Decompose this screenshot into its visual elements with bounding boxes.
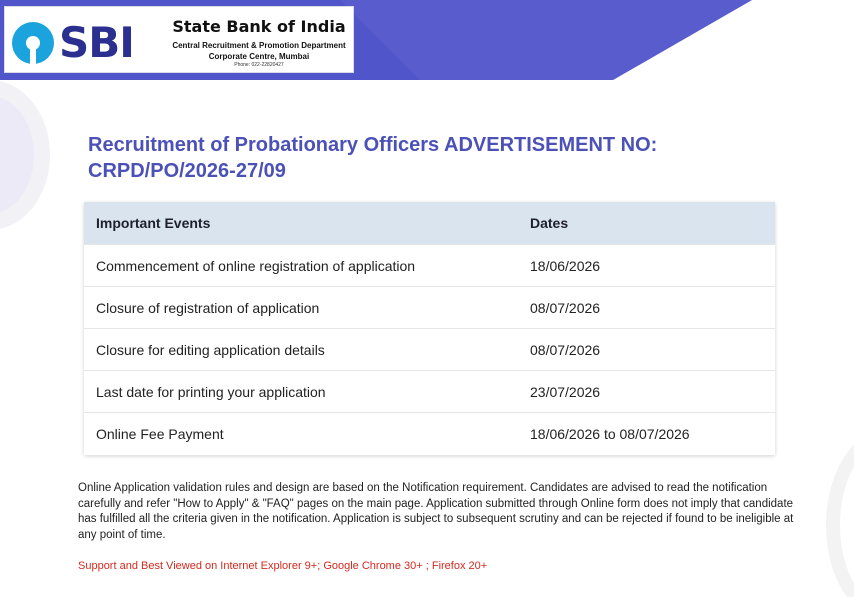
date-cell: 08/07/2026 <box>530 299 601 316</box>
table-header-row <box>84 202 775 245</box>
sbi-keyhole-logo-icon <box>11 21 55 65</box>
event-cell: Closure of registration of application <box>96 299 320 316</box>
office-name: Corporate Centre, Mumbai <box>208 52 310 61</box>
bank-name: State Bank of India <box>172 17 346 36</box>
date-cell: 18/06/2026 <box>530 257 601 274</box>
date-cell: 08/07/2026 <box>530 341 601 358</box>
table-row <box>84 245 775 287</box>
department-name: Central Recruitment & Promotion Department <box>172 41 346 50</box>
date-cell: 18/06/2026 to 08/07/2026 <box>530 426 690 442</box>
decorative-circle-left <box>0 80 50 230</box>
decorative-circle-right <box>826 430 854 597</box>
browser-support-note: Support and Best Viewed on Internet Explorer 9+; Google Chrome 30+ ; Firefox 20+ <box>78 560 488 572</box>
important-events-table <box>84 202 775 455</box>
header-events: Important Events <box>96 215 211 231</box>
table-row <box>84 287 775 329</box>
page-title: Recruitment of Probationary Officers ADVERTISEMENT NO: CRPD/PO/2026-27/09 <box>88 134 658 182</box>
notification-notice: Online Application validation rules and design are based on the Notification requirement. Candidates are advised to read the notification carefully and refer "How to Apply" & "FAQ" pages on the main page. Application submitted through Online form does not imply that candidate has fulfilled all the criteria given in the notification. Application is subject to subsequent scrutiny and can be rejected if found to be ineligible at any point of time. <box>78 482 794 541</box>
event-cell: Commencement of online registration of application <box>96 257 416 274</box>
event-cell: Last date for printing your application <box>96 383 326 400</box>
table-row <box>84 371 775 413</box>
header-dates: Dates <box>530 215 569 231</box>
table-row <box>84 413 775 455</box>
phone-number: Phone: 022-22820427 <box>234 62 284 68</box>
table-row <box>84 329 775 371</box>
sbi-logo[interactable] <box>4 6 354 73</box>
event-cell: Online Fee Payment <box>96 426 224 442</box>
sbi-abbr: SBI <box>59 18 134 67</box>
date-cell: 23/07/2026 <box>530 383 601 400</box>
event-cell: Closure for editing application details <box>96 341 325 358</box>
